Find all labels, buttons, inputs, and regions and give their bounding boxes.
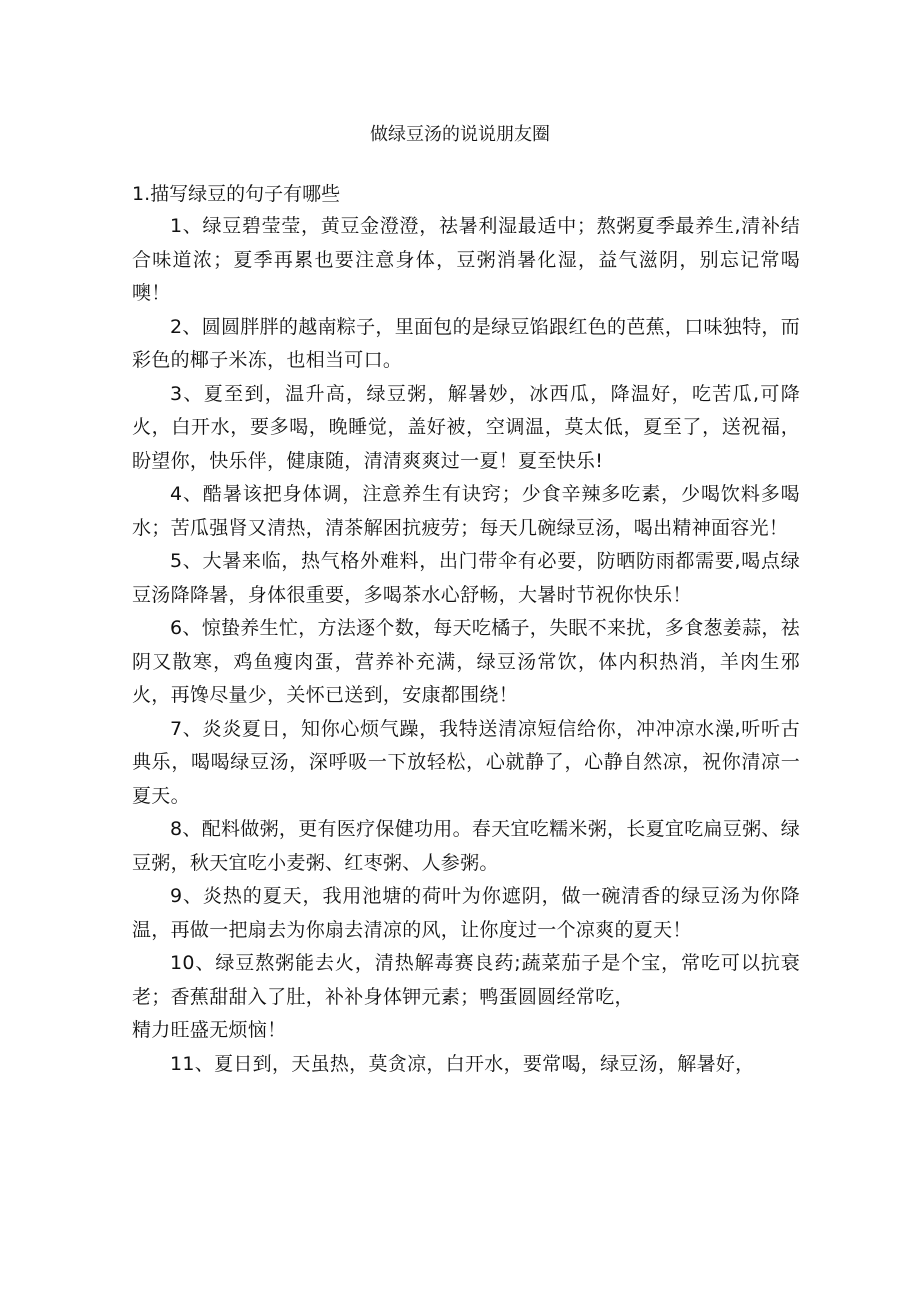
- paragraph-11: 11、夏日到，天虽热，莫贪凉，白开水，要常喝，绿豆汤，解暑好，: [170, 1052, 755, 1075]
- paragraph-4: 4、酷暑该把身体调，注意养生有诀窍；少食辛辣多吃素，少喝饮料多喝水；苦瓜强肾又清热，清茶解困抗疲劳；每天几碗绿豆汤，喝出精神面容光！: [132, 483, 800, 539]
- page-title: 做绿豆汤的说说朋友圈: [370, 124, 550, 145]
- paragraph-10-continuation: 精力旺盛无烦恼！: [132, 1019, 287, 1041]
- paragraph-3: 3、夏至到，温升高，绿豆粥，解暑妙，冰西瓜，降温好，吃苦瓜,可降火，白开水，要多喝，晚睡觉，盖好被，空调温，莫太低，夏至了，送祝福，盼望你，快乐伴，健康随，清清爽爽过一夏！夏至快乐!: [132, 382, 800, 472]
- paragraph-1: 1、绿豆碧莹莹，黄豆金澄澄，祛暑利湿最适中；熬粥夏季最养生,清补结合味道浓；夏季再累也要注意身体，豆粥消暑化湿，益气滋阴，别忘记常喝噢！: [132, 215, 800, 304]
- paragraph-9: 9、炎热的夏天，我用池塘的荷叶为你遮阴，做一碗清香的绿豆汤为你降温，再做一把扇去为你扇去清凉的风，让你度过一个凉爽的夏天！: [132, 885, 800, 941]
- paragraph-5: 5、大暑来临，热气格外难料，出门带伞有必要，防晒防雨都需要,喝点绿豆汤降降暑，身体很重要，多喝茶水心舒畅，大暑时节祝你快乐！: [132, 550, 800, 606]
- paragraph-6: 6、惊蛰养生忙，方法逐个数，每天吃橘子，失眠不来扰，多食葱姜蒜，祛阴又散寒，鸡鱼瘦肉蛋，营养补充满，绿豆汤常饮，体内积热消，羊肉生邪火，再馋尽量少，关怀已送到，安康都围绕！: [132, 617, 800, 706]
- paragraph-2: 2、圆圆胖胖的越南粽子，里面包的是绿豆馅跟红色的芭蕉，口味独特，而彩色的椰子米冻，也相当可口。: [132, 315, 800, 371]
- section-heading: 1.描写绿豆的句子有哪些: [132, 183, 341, 205]
- paragraph-8: 8、配料做粥，更有医疗保健功用。春天宜吃糯米粥，长夏宜吃扁豆粥、绿豆粥，秋天宜吃小麦粥、红枣粥、人参粥。: [132, 818, 800, 874]
- paragraph-10: 10、绿豆熬粥能去火，清热解毒赛良药;蔬菜茄子是个宝，常吃可以抗衰老；香蕉甜甜入了肚，补补身体钾元素；鸭蛋圆圆经常吃，: [132, 952, 800, 1008]
- paragraph-7: 7、炎炎夏日，知你心烦气躁，我特送清凉短信给你，冲冲凉水澡,听听古典乐，喝喝绿豆汤，深呼吸一下放轻松，心就静了，心静自然凉，祝你清凉一夏天。: [132, 717, 800, 807]
